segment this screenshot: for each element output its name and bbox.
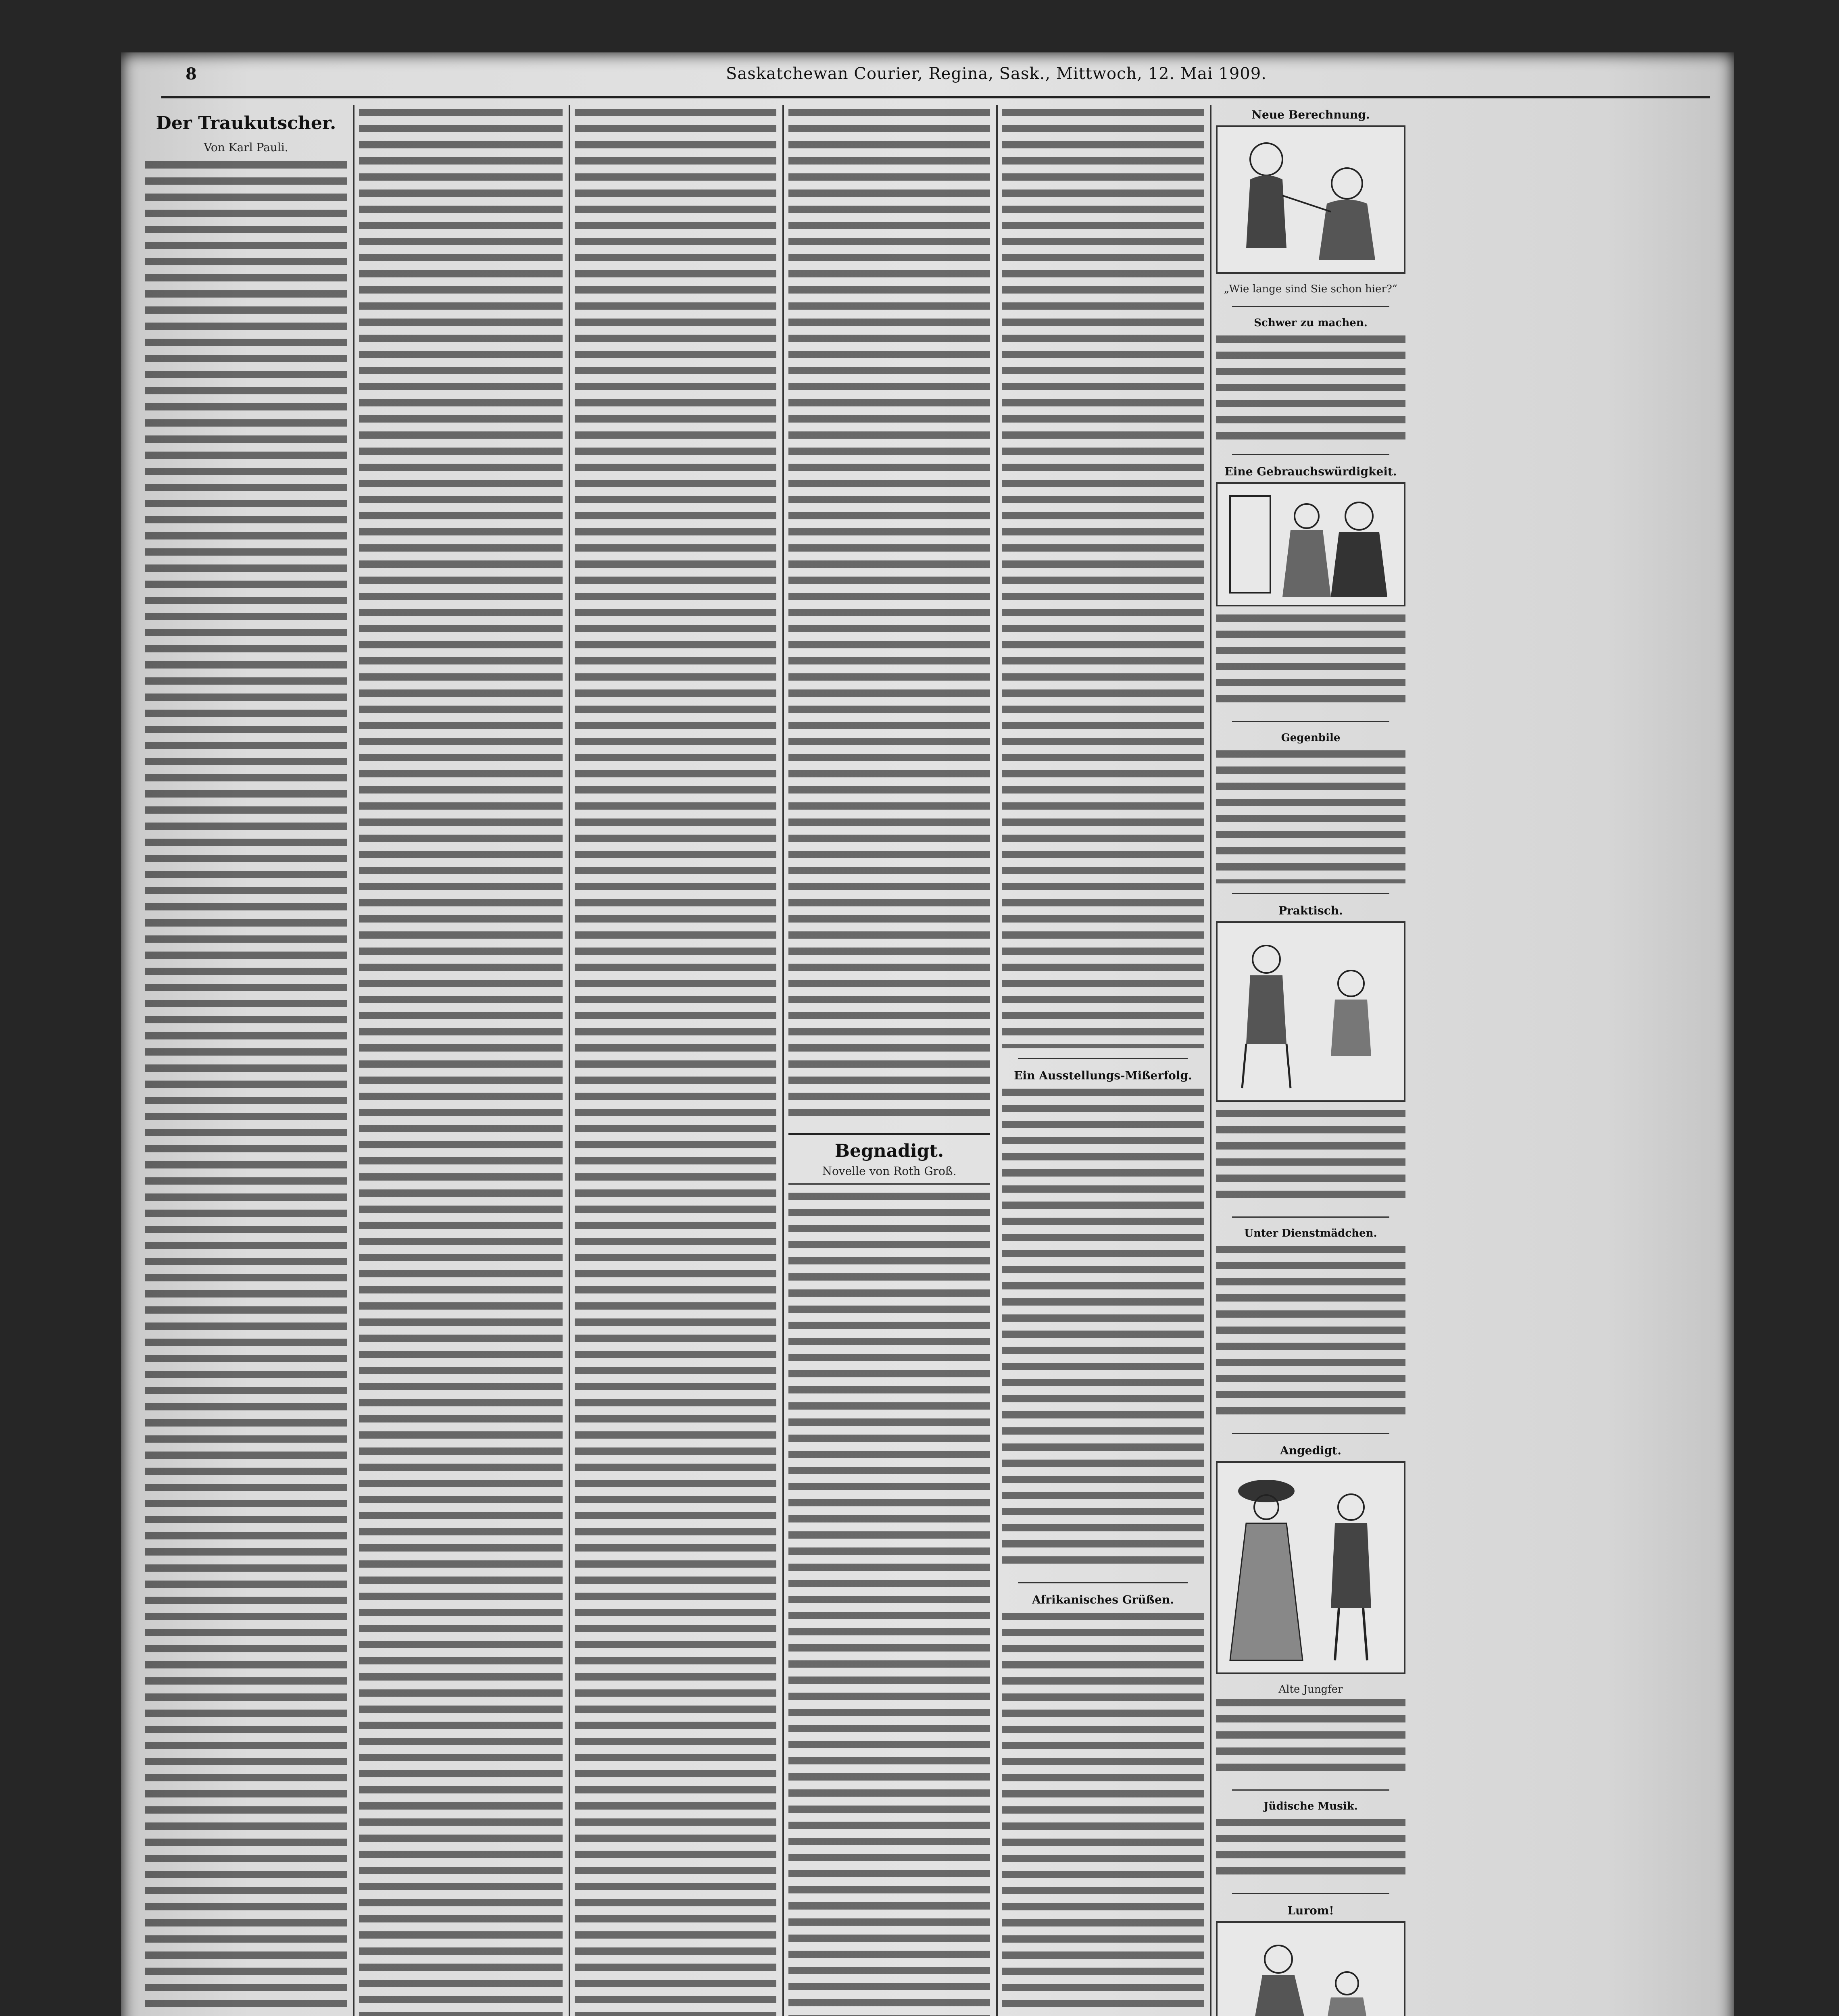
header-rule (161, 96, 1710, 98)
cartoon-title: Neue Berechnung. (1251, 108, 1370, 121)
column-rule (353, 105, 354, 2016)
joke-body (1216, 1110, 1405, 1207)
novella-title: Begnadigt. (834, 1141, 944, 1161)
column-rule (1210, 105, 1211, 2016)
cartoon-illustration (1216, 482, 1405, 606)
section-rule (1232, 454, 1389, 455)
section-rule (1232, 893, 1389, 894)
running-head: Saskatchewan Courier, Regina, Sask., Mittwoch, 12. Mai 1909. (726, 65, 1267, 83)
joke-body (1216, 1246, 1405, 1423)
joke-body (1216, 1819, 1405, 1883)
column-rule (996, 105, 998, 2016)
column-2 (359, 105, 563, 2016)
story-body-end (788, 109, 990, 1125)
column-5 (1002, 105, 1204, 2016)
section-rule (1232, 306, 1389, 307)
joke-body (1216, 750, 1405, 883)
story-title: Der Traukutscher. (156, 113, 336, 133)
cartoon-illustration (1216, 125, 1405, 274)
cartoon-title: Lurom! (1287, 1904, 1334, 1917)
cartoon-drawing (1218, 484, 1404, 605)
column-rule (782, 105, 784, 2016)
cartoon-illustration (1216, 921, 1405, 1102)
cartoon-drawing (1218, 1923, 1404, 2016)
column-1 (145, 105, 347, 2016)
section-rule (1232, 1433, 1389, 1434)
story-body-continued (575, 109, 776, 2016)
joke-body (1216, 335, 1405, 444)
cartoon-title: Angedigt. (1280, 1444, 1341, 1457)
cartoon-title: Eine Gebrauchswürdigkeit. (1224, 465, 1397, 478)
novella-body (788, 1193, 990, 2016)
joke-title: Schwer zu machen. (1254, 317, 1368, 329)
cartoon-drawing (1218, 923, 1404, 1100)
section-rule (1232, 1216, 1389, 1218)
cartoon-caption: „Wie lange sind Sie schon hier?“ (1224, 283, 1398, 295)
joke-body (1216, 1699, 1405, 1780)
article-body (1002, 1089, 1204, 1572)
cartoon-title: Praktisch. (1278, 904, 1343, 917)
column-4 (788, 105, 990, 2016)
story-byline: Von Karl Pauli. (204, 141, 288, 154)
story-body (145, 161, 347, 2016)
cartoon-caption: Alte Jungfer (1278, 1683, 1343, 1695)
section-rule (1232, 721, 1389, 722)
novella-byline: Novelle von Roth Groß. (822, 1164, 957, 1178)
joke-title: Gegenbile (1281, 732, 1341, 744)
section-rule (1232, 1789, 1389, 1791)
article-body (1002, 1613, 1204, 2016)
newspaper-page (121, 52, 1734, 2016)
cartoon-illustration (1216, 1921, 1405, 2016)
cartoon-drawing (1218, 1463, 1404, 1672)
story-body-continued (359, 109, 563, 2016)
joke-title: Jüdische Musik. (1264, 1800, 1358, 1812)
article-title: Ein Ausstellungs-Mißerfolg. (1014, 1069, 1192, 1082)
column-rule (569, 105, 570, 2016)
section-rule (1018, 1582, 1188, 1583)
joke-title: Unter Dienstmädchen. (1244, 1227, 1377, 1239)
page-number: 8 (186, 65, 197, 83)
joke-body (1216, 614, 1405, 711)
article-title: Afrikanisches Grüßen. (1032, 1593, 1174, 1606)
column-3 (575, 105, 776, 2016)
cartoon-drawing (1218, 127, 1404, 272)
column-6 (1216, 105, 1405, 2016)
section-rule (1018, 1058, 1188, 1059)
novella-header (788, 1133, 990, 1185)
cartoon-illustration (1216, 1461, 1405, 1674)
section-rule (1232, 1893, 1389, 1894)
novella-body-continued (1002, 109, 1204, 1048)
